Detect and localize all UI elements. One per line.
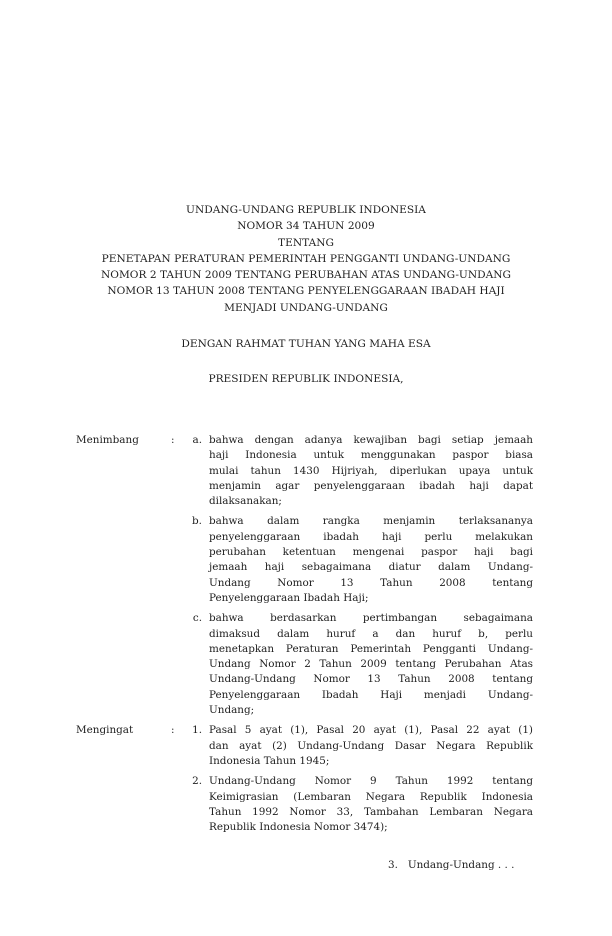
text-line: menjamin agar penyelenggaraan ibadah haji dapat (209, 479, 533, 492)
section-colon: : (171, 434, 175, 446)
text-line: Undang Nomor 13 Tahun 2008 tentang (209, 576, 533, 589)
section-colon: : (171, 724, 175, 737)
item-marker: c. (192, 612, 202, 625)
text-line: Penyelenggaraan Ibadah Haji menjadi Undang- (209, 688, 533, 701)
section-label: Menimbang (76, 434, 139, 446)
text-line: Undang-Undang Nomor 9 Tahun 1992 tentang (209, 775, 533, 788)
text-line: Undang-Undang Nomor 13 Tahun 2008 tentang (209, 673, 533, 686)
text-line: dilaksanakan; (209, 495, 282, 508)
title-line: NOMOR 13 TAHUN 2008 TENTANG PENYELENGGARAAN IBADAH HAJI (107, 285, 505, 298)
title-line: TENTANG (278, 236, 334, 249)
list-item (0, 723, 612, 769)
text-line: dan ayat (2) Undang-Undang Dasar Negara Republik (209, 739, 533, 752)
text-line: menetapkan Peraturan Pemerintah Pengganti Undang- (209, 642, 533, 655)
text-line: Pasal 5 ayat (1), Pasal 20 ayat (1), Pasal 22 ayat (1) (209, 724, 533, 737)
text-line: bahwa dalam rangka menjamin terlaksananya (209, 515, 533, 528)
page-continuation: 3. Undang-Undang . . . (388, 859, 515, 871)
section-mengingat (0, 723, 612, 835)
section-menimbang (0, 433, 612, 718)
text-line: bahwa berdasarkan pertimbangan sebagaimana (209, 612, 533, 625)
text-line: perubahan ketentuan mengenai paspor haji bagi (209, 546, 533, 559)
president-heading: PRESIDEN REPUBLIK INDONESIA, (208, 373, 404, 385)
text-line: Penyelenggaraan Ibadah Haji; (209, 591, 369, 604)
text-line: haji Indonesia untuk menggunakan paspor biasa (209, 449, 533, 462)
item-marker: 1. (192, 724, 202, 737)
title-line: NOMOR 34 TAHUN 2009 (237, 220, 375, 233)
document-title (0, 202, 612, 316)
invocation: DENGAN RAHMAT TUHAN YANG MAHA ESA (181, 338, 431, 350)
title-line: MENJADI UNDANG-UNDANG (224, 301, 388, 314)
item-marker: a. (192, 434, 202, 446)
title-line: PENETAPAN PERATURAN PEMERINTAH PENGGANTI UNDANG-UNDANG (101, 252, 511, 265)
text-line: Tahun 1992 Nomor 33, Tambahan Lembaran Negara (209, 805, 533, 818)
text-line: Keimigrasian (Lembaran Negara Republik Indonesia (209, 790, 533, 803)
list-item (0, 433, 612, 509)
title-line: NOMOR 2 TAHUN 2009 TENTANG PERUBAHAN ATAS UNDANG-UNDANG (101, 269, 511, 282)
list-item (0, 514, 612, 606)
list-item (0, 611, 612, 718)
title-line: UNDANG-UNDANG REPUBLIK INDONESIA (186, 204, 426, 216)
text-line: Undang Nomor 2 Tahun 2009 tentang Perubahan Atas (209, 658, 533, 671)
item-marker: b. (192, 515, 202, 528)
text-line: Undang; (209, 704, 255, 717)
section-label: Mengingat (76, 724, 134, 737)
text-line: jemaah haji sebagaimana diatur dalam Undang- (209, 561, 533, 574)
text-line: dimaksud dalam huruf a dan huruf b, perlu (209, 627, 533, 640)
text-line: penyelenggaraan ibadah haji perlu melakukan (209, 530, 533, 543)
list-item (0, 774, 612, 835)
text-line: mulai tahun 1430 Hijriyah, diperlukan upaya untuk (209, 464, 533, 477)
text-line: Indonesia Tahun 1945; (209, 754, 330, 767)
document-body (0, 433, 612, 840)
text-line: Republik Indonesia Nomor 3474); (209, 821, 388, 834)
text-line: bahwa dengan adanya kewajiban bagi setiap jemaah (209, 434, 533, 446)
item-marker: 2. (192, 775, 202, 788)
